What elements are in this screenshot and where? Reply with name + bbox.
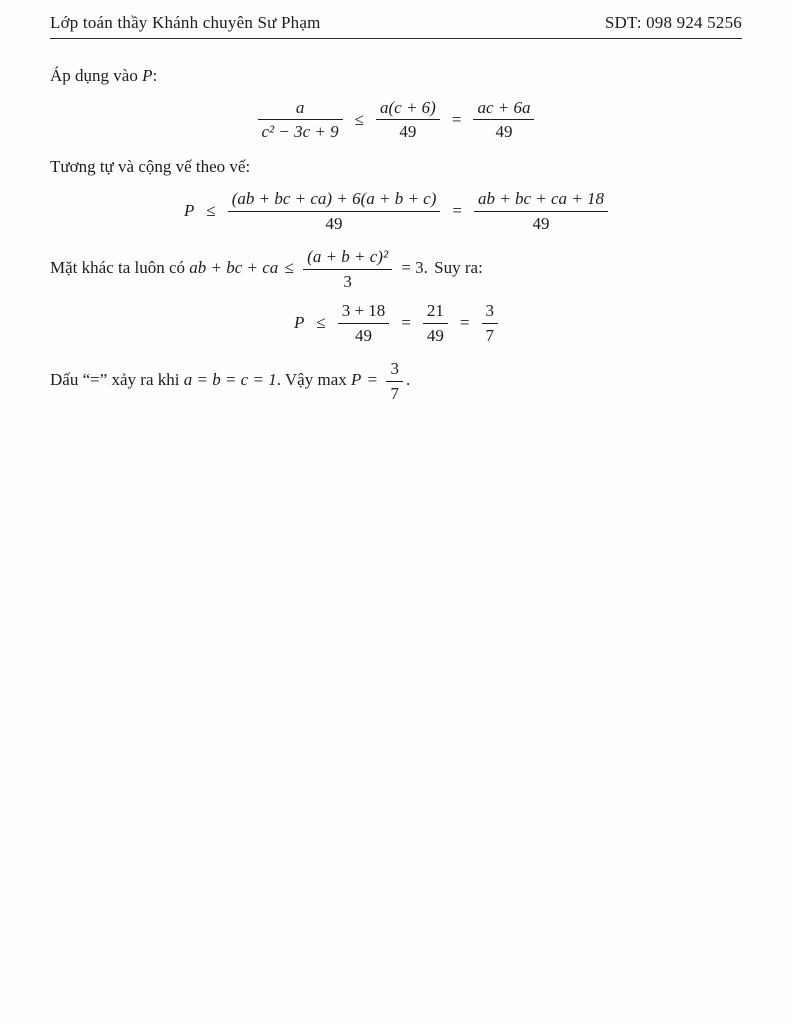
paragraph-similarly-text: Tương tự và cộng vế theo vế: (50, 157, 251, 177)
equals-three: = 3. (401, 258, 428, 278)
fraction (474, 189, 608, 233)
fraction-numerator: 3 + 18 (341, 301, 386, 321)
paragraph-otherwise (50, 247, 742, 291)
leq-symbol: ≤ (316, 313, 326, 333)
paragraph-apply (50, 65, 742, 88)
math-var-P: P (293, 313, 305, 333)
paragraph-apply-text: Áp dụng vào (50, 66, 143, 85)
math-expression: ab + bc + ca (189, 258, 279, 278)
header-phone-number: SDT: 098 924 5256 (604, 13, 742, 32)
page-header (50, 0, 742, 39)
fraction-denominator: 49 (376, 119, 440, 142)
fraction-denominator: 7 (386, 381, 403, 404)
paragraph-conclusion (50, 359, 742, 403)
fraction (303, 247, 392, 291)
equation-2 (50, 189, 742, 233)
fraction-denominator: 7 (482, 323, 499, 346)
fraction-numerator: 3 (485, 301, 494, 321)
fraction (473, 98, 534, 142)
fraction-denominator: 49 (228, 211, 441, 234)
fraction-denominator: 49 (338, 323, 390, 346)
equals-symbol: = (459, 313, 470, 333)
fraction-numerator: 21 (426, 301, 444, 321)
fraction-numerator: ab + bc + ca + 18 (477, 188, 604, 208)
fraction-numerator: 3 (390, 359, 399, 379)
fraction (423, 301, 448, 345)
fraction-denominator: 49 (423, 323, 448, 346)
fraction-numerator: a (295, 97, 305, 117)
paragraph-similarly (50, 156, 742, 179)
fraction (228, 189, 441, 233)
fraction-denominator: 49 (474, 211, 608, 234)
fraction-denominator: 3 (303, 269, 392, 292)
leq-symbol: ≤ (354, 109, 364, 129)
fraction-numerator: a(c + 6) (380, 97, 436, 117)
fraction (376, 98, 440, 142)
math-expression: a = b = c = 1 (183, 370, 277, 390)
fraction (386, 359, 403, 403)
leq-symbol: ≤ (206, 201, 216, 221)
fraction-numerator: (a + b + c)² (307, 247, 389, 267)
header-class-title: Lớp toán thầy Khánh chuyên Sư Phạm (50, 13, 321, 32)
fraction (258, 98, 343, 142)
math-var-P: P (351, 370, 362, 390)
equals-symbol: = (367, 370, 378, 390)
fraction-denominator: 49 (473, 119, 534, 142)
paragraph-apply-colon: : (152, 66, 158, 85)
fraction-numerator: (ab + bc + ca) + 6(a + b + c) (231, 188, 437, 208)
paragraph-otherwise-text: Mặt khác ta luôn có (50, 258, 190, 278)
equals-symbol: = (451, 109, 462, 129)
fraction (338, 301, 390, 345)
fraction-denominator: c² − 3c + 9 (258, 119, 343, 142)
paragraph-conclusion-text2: . Vậy max (276, 370, 351, 390)
fraction-numerator: ac + 6a (477, 97, 531, 117)
math-var-P: P (184, 201, 195, 221)
paragraph-conclusion-period: . (405, 370, 411, 390)
paragraph-conclusion-text: Dấu “=” xảy ra khi (50, 370, 184, 390)
equals-symbol: = (401, 313, 411, 333)
equation-1 (50, 98, 742, 142)
equation-3 (50, 301, 742, 345)
equals-symbol: = (452, 201, 462, 221)
fraction (482, 301, 499, 345)
paragraph-otherwise-tail: Suy ra: (429, 258, 483, 278)
leq-symbol: ≤ (284, 258, 294, 278)
math-var-P: P (142, 66, 153, 85)
